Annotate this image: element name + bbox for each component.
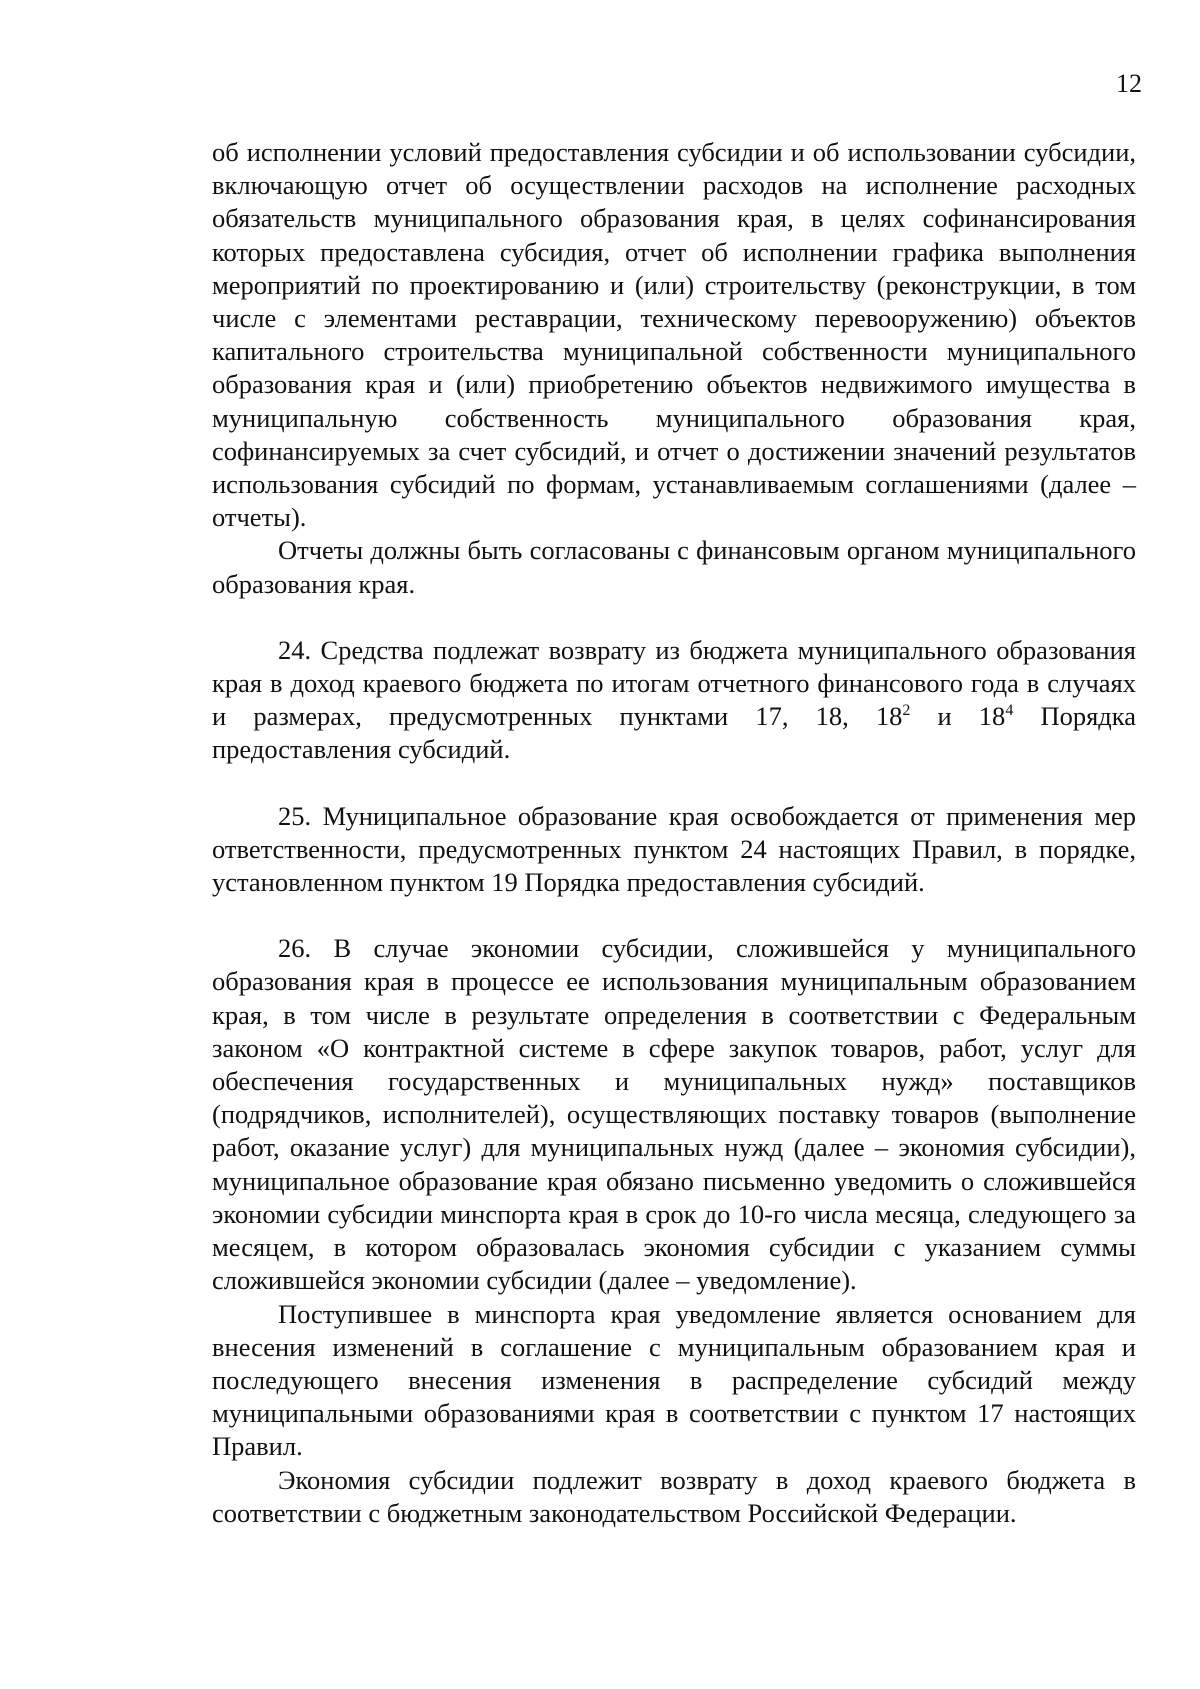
item-24-text-part-3: Порядка предоставления субсидий. bbox=[212, 701, 1136, 765]
item-24-superscript-2: 4 bbox=[1005, 702, 1014, 720]
paragraph-item-26: 26. В случае экономии субсидии, сложившейся у муниципального образования края в процессе ее использования муниципальным образованием края, в том числе в результате определения в соответствии с Федеральным законом «О контрактной системе в сфере закупок товаров, работ, услуг для обеспечения государственных и муниципальных нужд» поставщиков (подрядчиков, исполнителей), осуществляющих поставку товаров (выполнение работ, оказание услуг) для муниципальных нужд (далее – экономия субсидии), муниципальное образование края обязано письменно уведомить о сложившейся экономии субсидии минспорта края в срок до 10-го числа месяца, следующего за месяцем, в котором образовалась экономия субсидии с указанием суммы сложившейся экономии субсидии (далее – уведомление). bbox=[212, 933, 1136, 1296]
item-24-superscript-1: 2 bbox=[902, 702, 911, 720]
paragraph-item-24 bbox=[212, 634, 1136, 767]
paragraph-item-25: 25. Муниципальное образование края освобождается от применения мер ответственности, предусмотренных пунктом 24 настоящих Правил, в порядке, установленном пунктом 19 Порядка предоставления субсидий. bbox=[212, 800, 1136, 898]
page-number: 12 bbox=[1116, 69, 1142, 98]
document-body bbox=[212, 136, 1136, 1530]
paragraph-reports-description: об исполнении условий предоставления субсидии и об использовании субсидии, включающую отчет об осуществлении расходов на исполнение расходных обязательств муниципального образования края, в целях софинансирования которых предоставлена субсидия, отчет об исполнении графика выполнения мероприятий по проектированию и (или) строительству (реконструкции, в том числе с элементами реставрации, техническому перевооружению) объектов капитального строительства муниципальной собственности муниципального образования края и (или) приобретению объектов недвижимого имущества в муниципальную собственность муниципального образования края, софинансируемых за счет субсидий, и отчет о достижении значений результатов использования субсидий по формам, устанавливаемым соглашениями (далее – отчеты). bbox=[212, 137, 1136, 533]
paragraph-reports-approval: Отчеты должны быть согласованы с финансовым органом муниципального образования края. bbox=[212, 535, 1136, 599]
paragraph-notification-basis: Поступившее в минспорта края уведомление является основанием для внесения изменений в соглашение с муниципальным образованием края и последующего внесения изменения в распределение субсидий между муниципальными образованиями края в соответствии с пунктом 17 настоящих Правил. bbox=[212, 1298, 1136, 1462]
item-24-text-part-1: 24. Средства подлежат возврату из бюджета муниципального образования края в доход краевого бюджета по итогам отчетного финансового года в случаях и размерах, предусмотренных пунктами 17, 18, 18 bbox=[212, 634, 1136, 732]
item-24-text-part-2: и 18 bbox=[910, 701, 1006, 732]
paragraph-subsidy-return: Экономия субсидии подлежит возврату в доход краевого бюджета в соответствии с бюджетным законодательством Российской Федерации. bbox=[212, 1464, 1136, 1528]
